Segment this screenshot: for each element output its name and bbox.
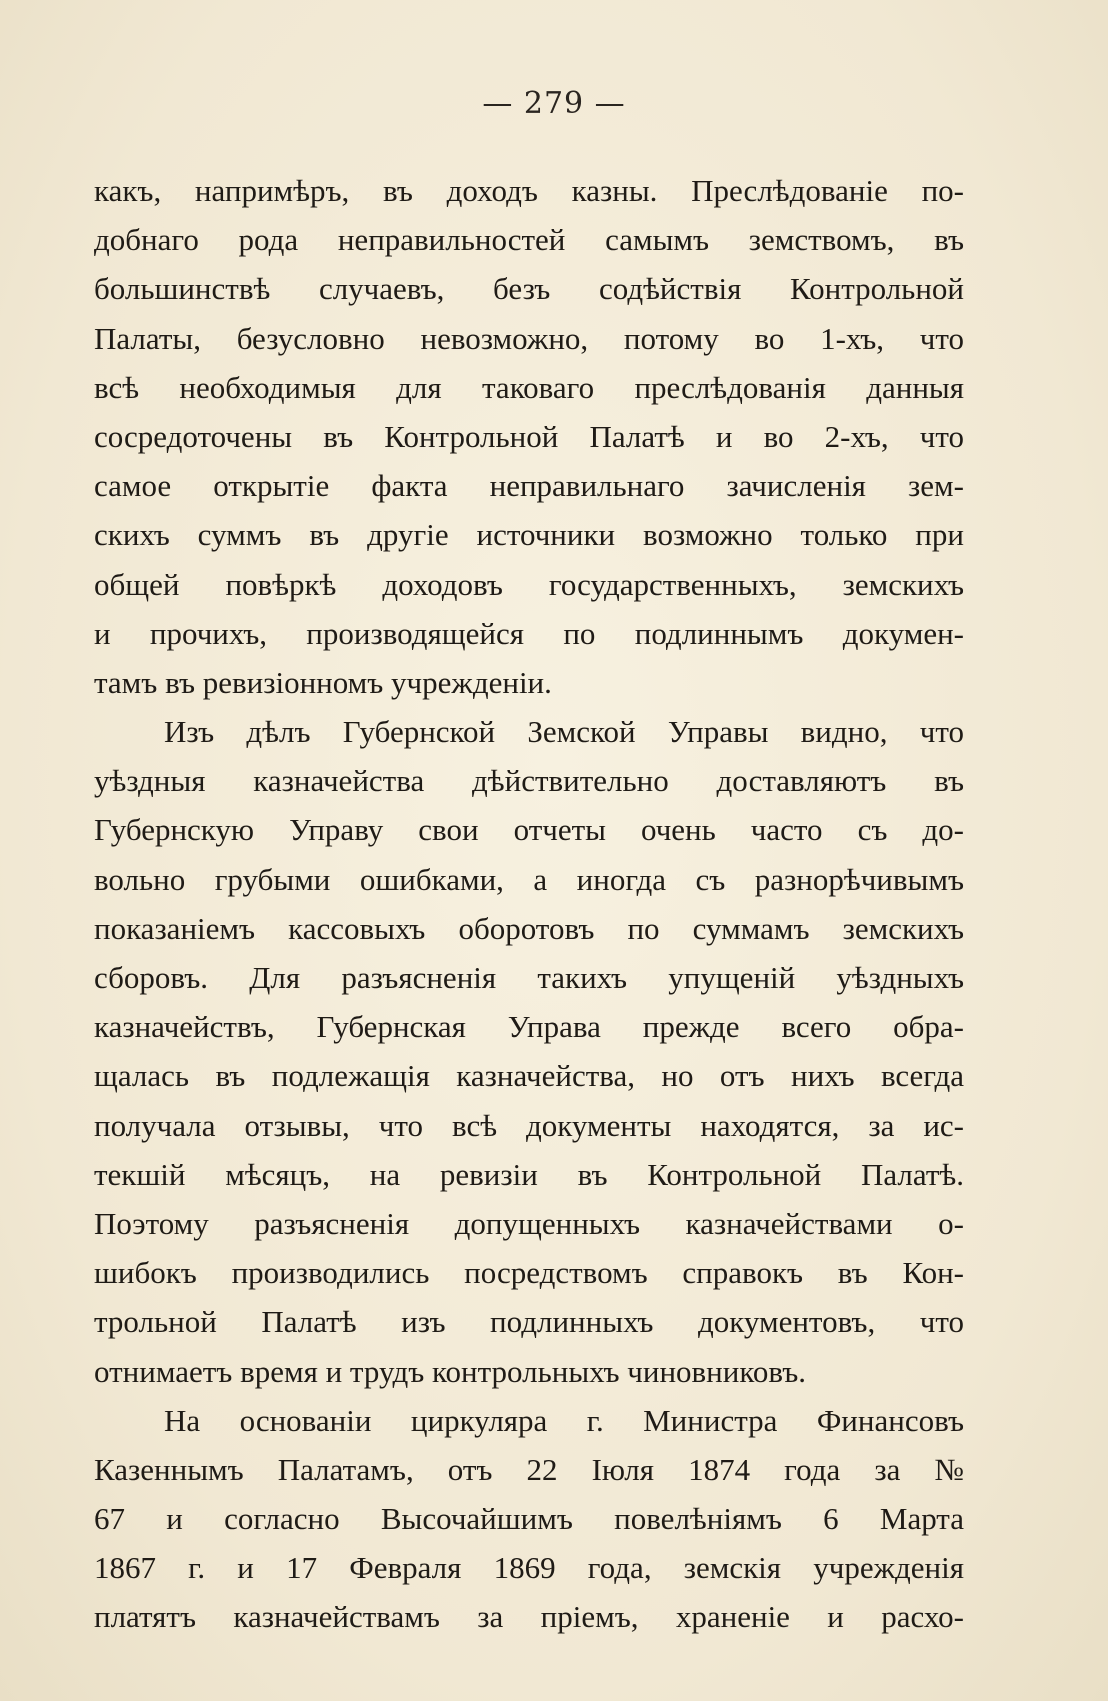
text-line: щалась въ подлежащія казначейства, но отъ нихъ всегда	[94, 1058, 964, 1094]
text-line: показаніемъ кассовыхъ оборотовъ по суммамъ земскихъ	[94, 910, 964, 946]
text-line: всѣ необходимыя для таковаго преслѣдованія данныя	[94, 369, 964, 405]
text-line: вольно грубыми ошибками, а иногда съ разнорѣчивымъ	[94, 861, 964, 897]
text-line: добнаго рода неправильностей самымъ земствомъ, въ	[94, 222, 964, 258]
text-line: На основаніи циркуляра г. Министра Финансовъ	[164, 1402, 964, 1438]
text-line: общей повѣркѣ доходовъ государственныхъ, земскихъ	[94, 566, 964, 602]
text-line: Поэтому разъясненія допущенныхъ казначействами о-	[94, 1205, 964, 1241]
text-line: платятъ казначействамъ за пріемъ, храненіе и расхо-	[94, 1599, 964, 1635]
text-line: и прочихъ, производящейся по подлиннымъ докумен-	[94, 615, 964, 651]
page-number: — 279 —	[482, 86, 626, 121]
body-text	[94, 166, 964, 1642]
text-line: большинствѣ случаевъ, безъ содѣйствія Контрольной	[94, 271, 964, 307]
text-line: шибокъ производились посредствомъ справокъ въ Кон-	[94, 1255, 964, 1291]
text-line: скихъ суммъ въ другіе источники возможно только при	[94, 517, 964, 553]
text-line: самое открытіе факта неправильнаго зачисленія зем-	[94, 468, 964, 504]
text-line: 67 и согласно Высочайшимъ повелѣніямъ 6 Марта	[94, 1501, 964, 1537]
text-line: тамъ въ ревизіонномъ учрежденіи.	[94, 664, 552, 700]
text-line: Губернскую Управу свои отчеты очень часто съ до-	[94, 812, 964, 848]
text-line: казначействъ, Губернская Управа прежде всего обра-	[94, 1009, 964, 1045]
text-line: Казеннымъ Палатамъ, отъ 22 Іюля 1874 года за №	[94, 1451, 964, 1487]
text-line: сборовъ. Для разъясненія такихъ упущеній уѣздныхъ	[94, 960, 964, 995]
text-line: текшій мѣсяцъ, на ревизіи въ Контрольной Палатѣ.	[94, 1156, 964, 1192]
text-line: уѣздныя казначейства дѣйствительно доставляютъ въ	[94, 763, 964, 799]
text-line: получала отзывы, что всѣ документы находятся, за ис-	[94, 1107, 964, 1143]
text-line: Изъ дѣлъ Губернской Земской Управы видно, что	[164, 714, 964, 750]
text-line: трольной Палатѣ изъ подлинныхъ документовъ, что	[94, 1304, 964, 1340]
text-line: сосредоточены въ Контрольной Палатѣ и во 2-хъ, что	[94, 418, 964, 454]
text-line: отнимаетъ время и трудъ контрольныхъ чиновниковъ.	[94, 1353, 806, 1389]
text-line: Палаты, безусловно невозможно, потому во 1-хъ, что	[94, 320, 964, 356]
text-line: какъ, напримѣръ, въ доходъ казны. Преслѣдованіе по-	[94, 173, 964, 208]
text-line: 1867 г. и 17 Февраля 1869 года, земскія учрежденія	[94, 1550, 964, 1586]
